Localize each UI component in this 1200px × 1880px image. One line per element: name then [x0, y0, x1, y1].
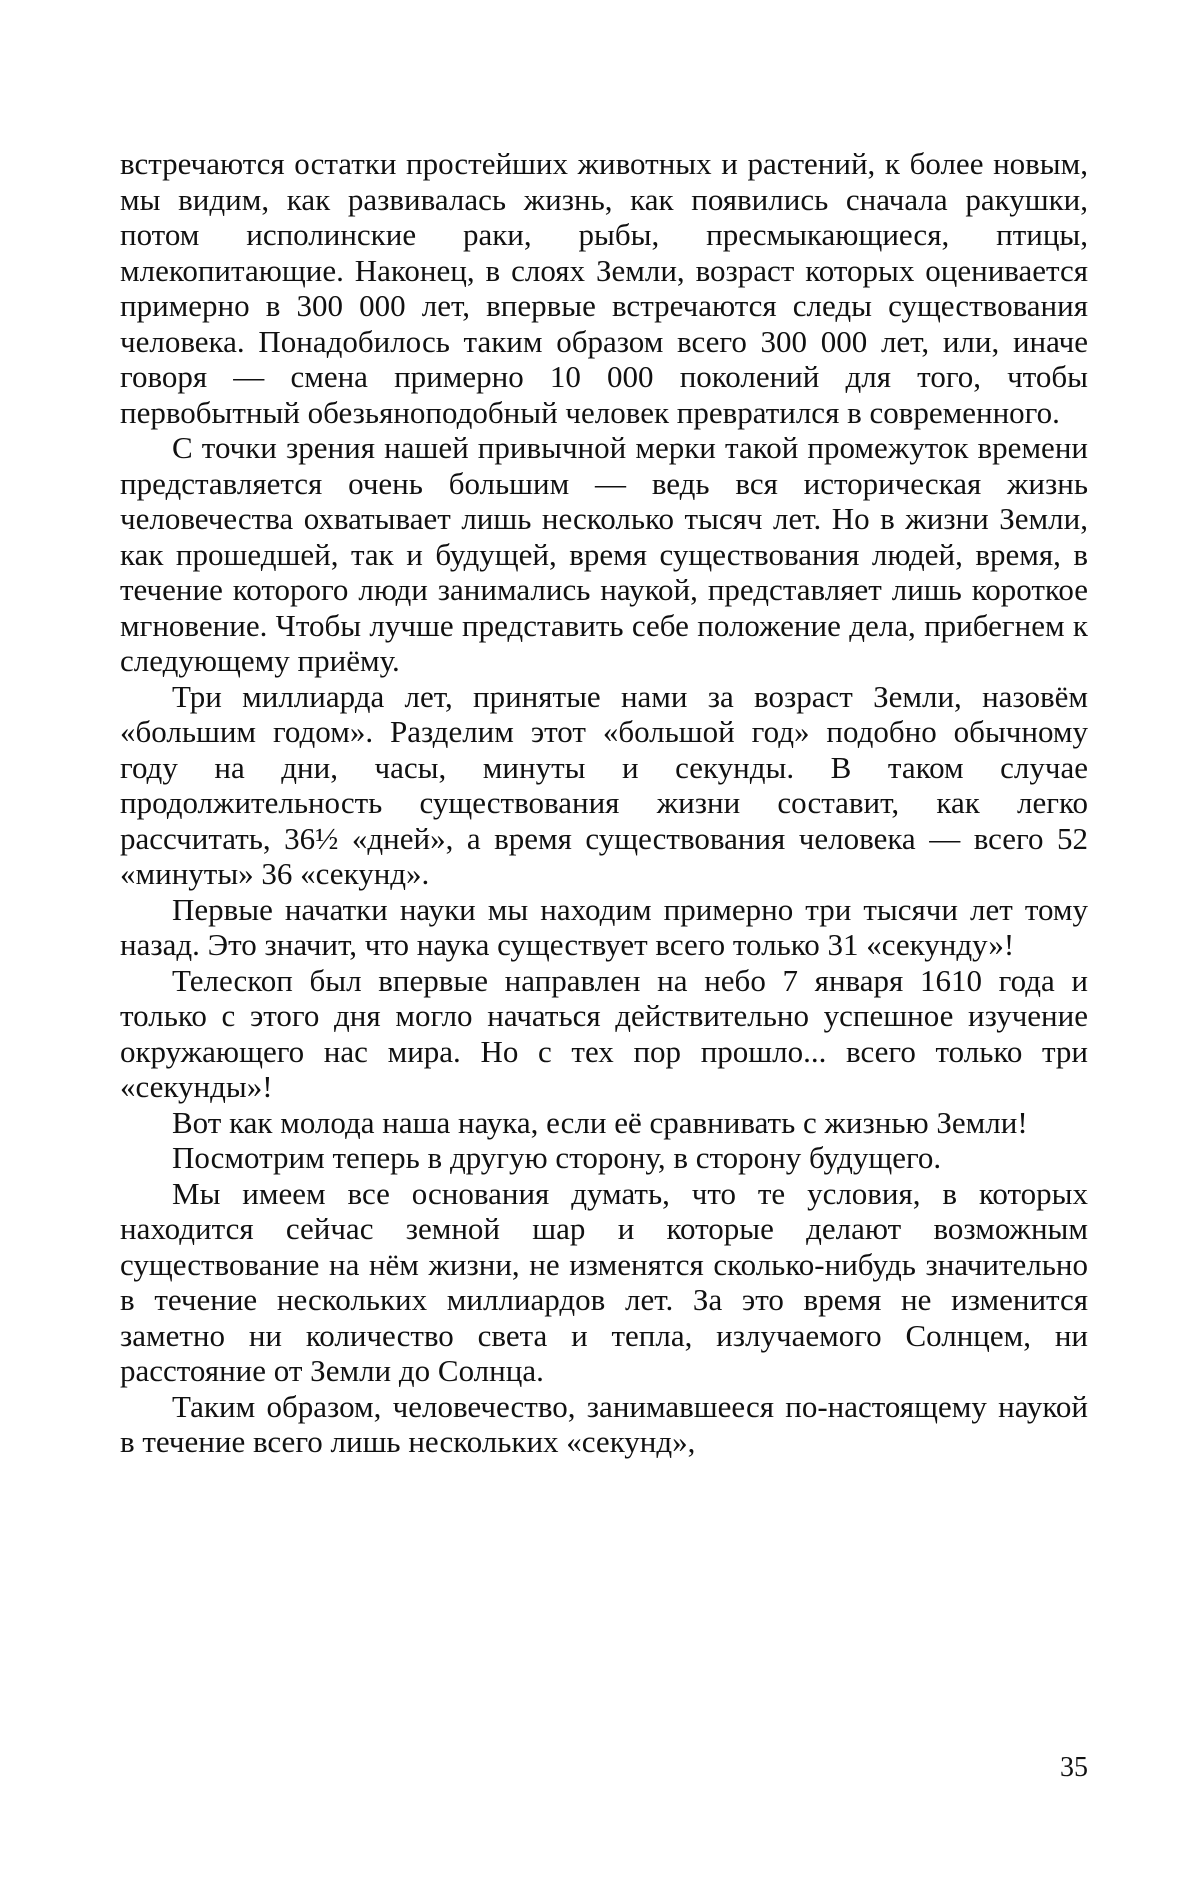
paragraph-2: С точки зрения нашей привычной мерки такой промежуток времени представляется очень большим — ведь вся историческая жизнь человечества охватывает лишь несколько тысяч лет. Но в жизни Земли, как прошедшей, так и будущей, время существования людей, время, в течение которого люди занимались наукой, представляет лишь короткое мгновение. Чтобы лучше представить себе положение дела, прибегнем к следующему приёму.	[120, 430, 1088, 678]
paragraph-6: Вот как молода наша наука, если её сравнивать с жизнью Земли!	[172, 1104, 1028, 1140]
page-body	[120, 146, 1088, 1460]
paragraph-4: Первые начатки науки мы находим примерно три тысячи лет тому назад. Это значит, что наука существует всего только 31 «секунду»!	[120, 891, 1088, 962]
paragraph-8: Мы имеем все основания думать, что те условия, в которых находится сейчас земной шар и которые делают возможным существование на нём жизни, не изменятся сколько-нибудь значительно в течение нескольких миллиардов лет. За это время не изменится заметно ни количество света и тепла, излучаемого Солнцем, ни расстояние от Земли до Солнца.	[120, 1175, 1088, 1388]
paragraph-3: Три миллиарда лет, принятые нами за возраст Земли, назовём «большим годом». Разделим этот «большой год» подобно обычному году на дни, часы, минуты и секунды. В таком случае продолжительность существования жизни составит, как легко рассчитать, 36½ «дней», а время существования человека — всего 52 «минуты» 36 «секунд».	[120, 678, 1088, 891]
paragraph-1: встречаются остатки простейших животных и растений, к более новым, мы видим, как развивалась жизнь, как появились сначала ракушки, потом исполинские раки, рыбы, пресмыкающиеся, птицы, млекопитающие. Наконец, в слоях Земли, возраст которых оценивается примерно в 300 000 лет, впервые встречаются следы существования человека. Понадобилось таким образом всего 300 000 лет, или, иначе говоря — смена примерно 10 000 поколений для того, чтобы первобытный обезьяноподобный человек превратился в современного.	[120, 146, 1088, 430]
page-number: 35	[1060, 1752, 1088, 1783]
paragraph-7: Посмотрим теперь в другую сторону, в сторону будущего.	[172, 1140, 942, 1175]
paragraph-9: Таким образом, человечество, занимавшееся по-настоящему наукой в течение всего лишь нескольких «секунд»,	[120, 1388, 1088, 1459]
paragraph-5: Телескоп был впервые направлен на небо 7 января 1610 года и только с этого дня могло начаться действительно успешное изучение окружающего нас мира. Но с тех пор прошло... всего только три «секунды»!	[120, 962, 1088, 1104]
